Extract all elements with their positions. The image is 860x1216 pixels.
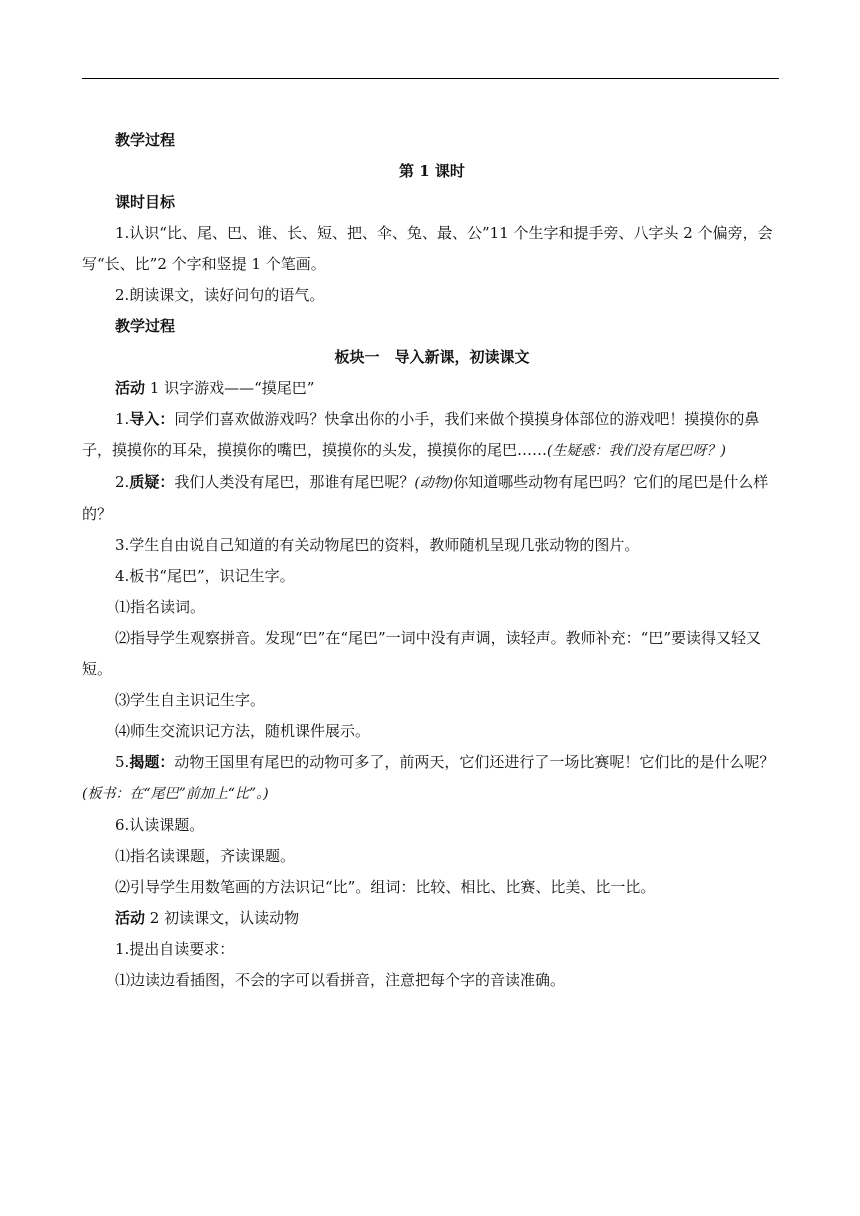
step-item: 6.认读课题。 [115, 816, 205, 834]
step-note: (板书：在“尾巴”前加上“比”。) [82, 786, 269, 802]
block-title: 板块一 导入新课，初读课文 [334, 348, 530, 366]
activity-label: 活动 [115, 909, 146, 927]
substep-item: ⑵引导学生用数笔画的方法识记“比”。组词：比较、相比、比赛、比美、比一比。 [115, 878, 656, 896]
step-label: 揭题： [129, 753, 175, 771]
activity-title: 2 初读课文，认读动物 [145, 909, 300, 927]
step-item [82, 404, 782, 467]
step-text: 同学们喜欢做游戏吗？快拿出你的小手，我们来做个摸摸身体部位的游戏吧！摸摸你的鼻子，摸摸你的耳朵，摸摸你的嘴巴，摸摸你的头发，摸摸你的尾巴…… [82, 410, 760, 459]
objective-item: 2.朗读课文，读好问句的语气。 [115, 286, 325, 304]
step-text: 动物王国里有尾巴的动物可多了，前两天，它们还进行了一场比赛呢！它们比的是什么呢？ [174, 753, 775, 771]
step-item: 1.提出自读要求： [115, 940, 235, 958]
activity-label: 活动 [115, 379, 146, 397]
header-rule [82, 78, 779, 79]
step-item [82, 467, 782, 530]
substep-item: ⑴指名读词。 [115, 598, 206, 616]
step-number: 2. [115, 473, 130, 491]
step-number: 1. [115, 410, 130, 428]
objectives-heading: 课时目标 [115, 193, 176, 211]
section-heading: 教学过程 [115, 131, 176, 149]
step-text: 我们人类没有尾巴，那谁有尾巴呢？ [174, 473, 415, 491]
step-item: 4.板书“尾巴”，识记生字。 [115, 567, 295, 585]
section-heading: 教学过程 [115, 317, 176, 335]
activity-heading [82, 903, 782, 934]
lesson-title: 第 1 课时 [399, 162, 465, 180]
objective-item: 1.认识“比、尾、巴、谁、长、短、把、伞、兔、最、公”11 个生字和提手旁、八字头 2 个偏旁，会写“长、比”2 个字和竖提 1 个笔画。 [82, 224, 773, 273]
activity-heading [82, 373, 782, 404]
step-item [82, 747, 782, 810]
substep-item: ⑴指名读课题，齐读课题。 [115, 847, 296, 865]
step-text: 你知道哪些动物有尾巴吗？它们的尾巴是什么样的？ [82, 473, 769, 523]
step-item: 3.学生自由说自己知道的有关动物尾巴的资料，教师随机呈现几张动物的图片。 [115, 536, 640, 554]
substep-item: ⑴边读边看插图，不会的字可以看拼音，注意把每个字的音读准确。 [115, 971, 566, 989]
step-number: 5. [115, 753, 130, 771]
substep-item: ⑵指导学生观察拼音。发现“巴”在“尾巴”一词中没有声调，读轻声。教师补充：“巴”要读得又轻又短。 [82, 629, 762, 678]
activity-title: 1 识字游戏——“摸尾巴” [145, 379, 315, 397]
substep-item: ⑷师生交流识记方法，随机课件展示。 [115, 722, 371, 740]
step-label: 质疑： [129, 473, 175, 491]
step-note: (生疑惑：我们没有尾巴呀？) [547, 443, 726, 459]
substep-item: ⑶学生自主识记生字。 [115, 691, 266, 709]
document-body [82, 125, 782, 996]
step-note: (动物) [414, 475, 454, 491]
step-label: 导入： [129, 410, 175, 428]
